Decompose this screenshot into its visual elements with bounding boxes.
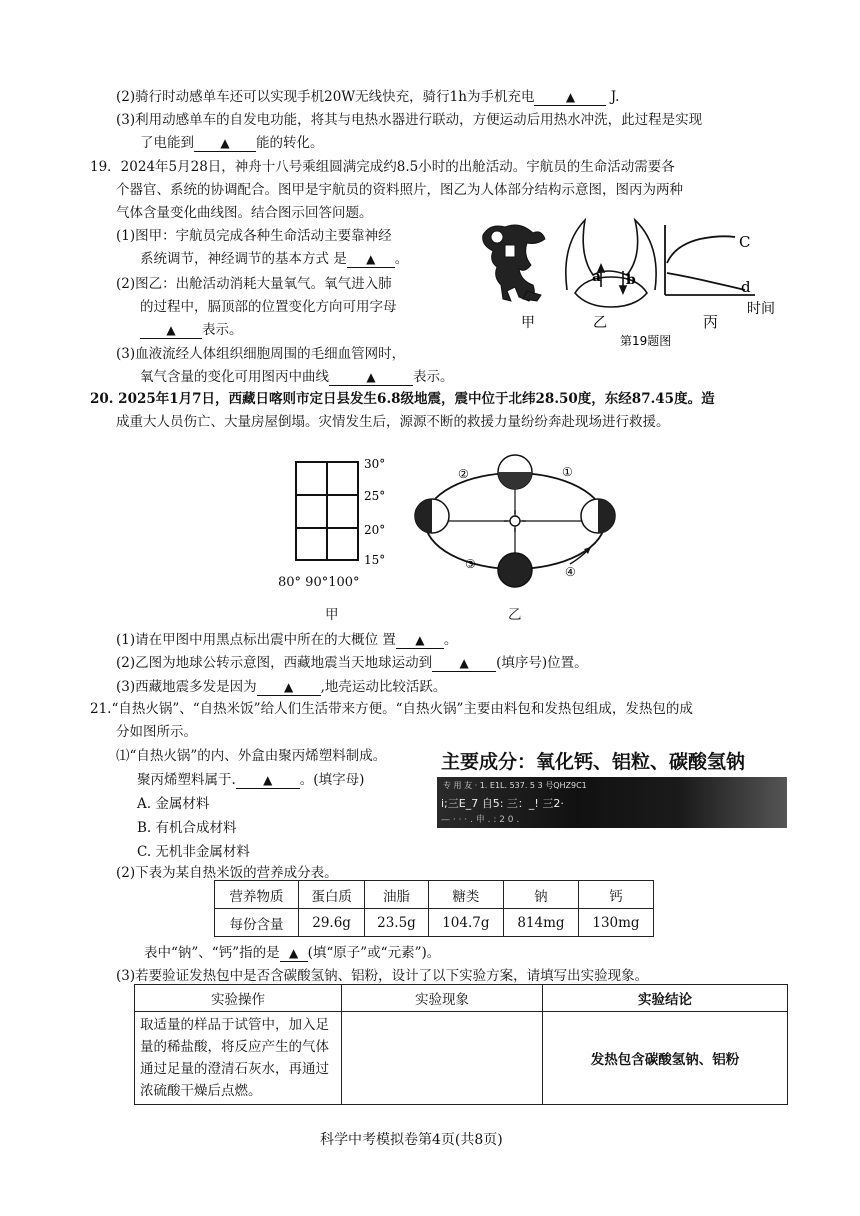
experiment-operation: 取适量的样品于试管中，加入足 量的稀盐酸，将反应产生的气体 通过足量的澄清石灰水，再通过 浓硫酸干燥后点燃。 bbox=[135, 1012, 342, 1105]
q19-stem-line1: 19．2024年5月28日，神舟十八号乘组圆满完成约8.5小时的出舱活动。宇航员的生命活动需要各 bbox=[90, 159, 675, 175]
q21-part1-line2: 聚丙烯塑料属于. ▲ 。(填字母) bbox=[137, 772, 365, 788]
curve-d-label: d bbox=[741, 278, 751, 296]
option-c: C. 无机非金属材料 bbox=[137, 844, 250, 860]
table-row bbox=[215, 881, 654, 909]
table-cell: 130mg bbox=[578, 909, 653, 937]
orbit-pos-2: ② bbox=[458, 467, 469, 481]
q20-part2: (2)乙图为地球公转示意图，西藏地震当天地球运动到 ▲ (填序号)位置。 bbox=[116, 655, 588, 671]
answer-blank[interactable]: ▲ bbox=[534, 89, 606, 106]
table-row bbox=[215, 909, 654, 937]
lat-20-label: 20° bbox=[364, 523, 386, 537]
q19-part3-line1: (3)血液流经人体组织细胞周围的毛细血管网时， bbox=[116, 346, 406, 362]
astronaut-image bbox=[483, 225, 545, 301]
q20-stem-line1: 20. 2025年1月7日，西藏日喀则市定日县发生6.8级地震，震中位于北纬28.50度，东经87.45度。造 bbox=[90, 391, 715, 407]
earth-top bbox=[498, 455, 532, 489]
earth-left bbox=[415, 499, 449, 533]
q21-part1-line1: ⑴“自热火锅”的内、外盒由聚丙烯塑料制成。 bbox=[116, 748, 387, 764]
heat-pack-photo bbox=[437, 733, 787, 828]
label-yi: 乙 bbox=[508, 607, 522, 623]
lung-diagram bbox=[566, 220, 656, 307]
experiment-phenomenon-answer[interactable] bbox=[342, 1012, 543, 1105]
lon-labels: 80° 90°100° bbox=[278, 575, 360, 590]
curve-c-label: C bbox=[739, 233, 751, 251]
lat-15-label: 15° bbox=[364, 553, 386, 567]
answer-blank[interactable]: ▲ bbox=[347, 251, 395, 268]
lat-30-label: 30° bbox=[364, 457, 386, 471]
q18-part2-text: (2)骑行时动感单车还可以实现手机20W无线快充，骑行1h为手机充电 bbox=[116, 89, 535, 105]
q21-part2-text: (2)下表为某自热米饭的营养成分表。 bbox=[116, 865, 338, 881]
table-header: 实验结论 bbox=[543, 985, 788, 1012]
q19-stem-line2: 个器官、系统的协调配合。图甲是宇航员的资料照片，图乙为人体部分结构示意图，图丙为两种 bbox=[116, 182, 683, 198]
fig-label-jia: 甲 bbox=[521, 315, 535, 331]
table-cell: 油脂 bbox=[365, 881, 429, 909]
package-label-strip: 专 用 友 · 1. E1L. 537. 5 3 号QHZ9C1 i;三E_7 自5: 三：_! 三2· — · · · . 申 . : 2 0 . bbox=[437, 777, 787, 828]
orbit-pos-1: ① bbox=[562, 465, 573, 479]
table-header: 实验现象 bbox=[342, 985, 543, 1012]
table-row bbox=[135, 1012, 788, 1105]
q18-part2-unit: J. bbox=[610, 89, 620, 105]
orbit-pos-4: ④ bbox=[565, 565, 576, 579]
label-a: a bbox=[592, 269, 602, 285]
sun-icon bbox=[504, 510, 526, 532]
q19-part2-line2: 的过程中，膈顶部的位置变化方向可用字母 bbox=[140, 299, 397, 315]
q19-stem-line3: 气体含量变化曲线图。结合图示回答问题。 bbox=[116, 205, 373, 221]
experiment-table bbox=[134, 984, 788, 1105]
answer-blank[interactable]: ▲ bbox=[257, 679, 321, 696]
answer-blank[interactable]: ▲ bbox=[432, 655, 496, 672]
nutrition-table bbox=[214, 880, 654, 937]
q20-part1: (1)请在甲图中用黑点标出震中所在的大概位 置 ▲ 。 bbox=[116, 632, 458, 648]
q21-stem-line1: 21.“自热火锅”、“自热米饭”给人们生活带来方便。“自热火锅”主要由料包和发热包组成，发热包的成 bbox=[90, 701, 693, 717]
option-a: A. 金属材料 bbox=[137, 796, 210, 812]
table-header: 实验操作 bbox=[135, 985, 342, 1012]
lat-25-label: 25° bbox=[364, 489, 386, 503]
table-cell: 814mg bbox=[503, 909, 578, 937]
answer-blank[interactable]: ▲ bbox=[194, 135, 256, 152]
earth-bottom bbox=[498, 553, 532, 587]
earth-orbit-figure bbox=[410, 446, 630, 596]
fig-label-bing: 丙 bbox=[703, 313, 719, 331]
table-cell: 23.5g bbox=[365, 909, 429, 937]
q21-part2-question: 表中“钠”、“钙”指的是 ▲ (填“原子”或“元素”)。 bbox=[144, 945, 441, 961]
q18-part3-line1: (3)利用动感单车的自发电功能，将其与电热水器进行联动，方便运动后用热水冲洗，此过程是实现 bbox=[116, 112, 703, 128]
table-cell: 蛋白质 bbox=[299, 881, 365, 909]
experiment-conclusion: 发热包含碳酸氢钠、铝粉 bbox=[543, 1012, 788, 1105]
page-footer: 科学中考模拟卷第4页(共8页) bbox=[320, 1132, 503, 1148]
label-b: b bbox=[626, 272, 636, 288]
q21-stem-line2: 分如图所示。 bbox=[116, 724, 197, 740]
q19-part3-line2: 氧气含量的变化可用图丙中曲线 ▲ 表示。 bbox=[140, 369, 454, 385]
table-cell: 钙 bbox=[578, 881, 653, 909]
latlon-grid-figure bbox=[280, 452, 400, 592]
q20-part3: (3)西藏地震多发是因为 ▲ ,地壳运动比较活跃。 bbox=[116, 679, 447, 695]
q21-part3-text: (3)若要验证发热包中是否含碳酸氢钠、铝粉，设计了以下实验方案，请填写出实验现象。 bbox=[116, 968, 649, 984]
fig-caption: 第19题图 bbox=[620, 334, 672, 348]
table-cell: 104.7g bbox=[428, 909, 503, 937]
table-row bbox=[135, 985, 788, 1012]
q19-part1-line2: 系统调节，神经调节的基本方式 是 ▲ 。 bbox=[140, 251, 409, 267]
answer-blank[interactable]: ▲ bbox=[329, 369, 413, 386]
earth-right bbox=[581, 499, 615, 533]
q19-part1-line1: (1)图甲：宇航员完成各种生命活动主要靠神经 bbox=[116, 228, 392, 244]
table-cell: 29.6g bbox=[299, 909, 365, 937]
table-cell: 每份含量 bbox=[215, 909, 299, 937]
time-axis-label: 时间 bbox=[747, 301, 775, 317]
label-jia: 甲 bbox=[325, 607, 339, 623]
answer-blank[interactable]: ▲ bbox=[236, 772, 300, 789]
q19-figure bbox=[475, 215, 795, 350]
package-ingredients: 主要成分：氧化钙、铝粒、碳酸氢钠 bbox=[441, 751, 746, 773]
answer-blank[interactable]: ▲ bbox=[140, 322, 202, 339]
orbit-pos-3: ③ bbox=[465, 557, 476, 571]
fig-label-yi: 乙 bbox=[593, 315, 607, 331]
q19-part2-line3: ▲ 表示。 bbox=[140, 318, 243, 339]
answer-blank[interactable]: ▲ bbox=[396, 632, 444, 649]
table-cell: 营养物质 bbox=[215, 881, 299, 909]
table-cell: 糖类 bbox=[428, 881, 503, 909]
option-b: B. 有机合成材料 bbox=[137, 820, 237, 836]
q20-stem-line2: 成重大人员伤亡、大量房屋倒塌。灾情发生后，源源不断的救援力量纷纷奔赴现场进行救援。 bbox=[116, 414, 670, 430]
q18-part2 bbox=[116, 85, 619, 106]
q18-part3-line2: 了电能到 ▲ 能的转化。 bbox=[140, 135, 324, 151]
q19-part2-line1: (2)图乙：出舱活动消耗大量氧气。氧气进入肺 bbox=[116, 276, 392, 292]
table-cell: 钠 bbox=[503, 881, 578, 909]
answer-blank[interactable]: ▲ bbox=[280, 945, 308, 962]
